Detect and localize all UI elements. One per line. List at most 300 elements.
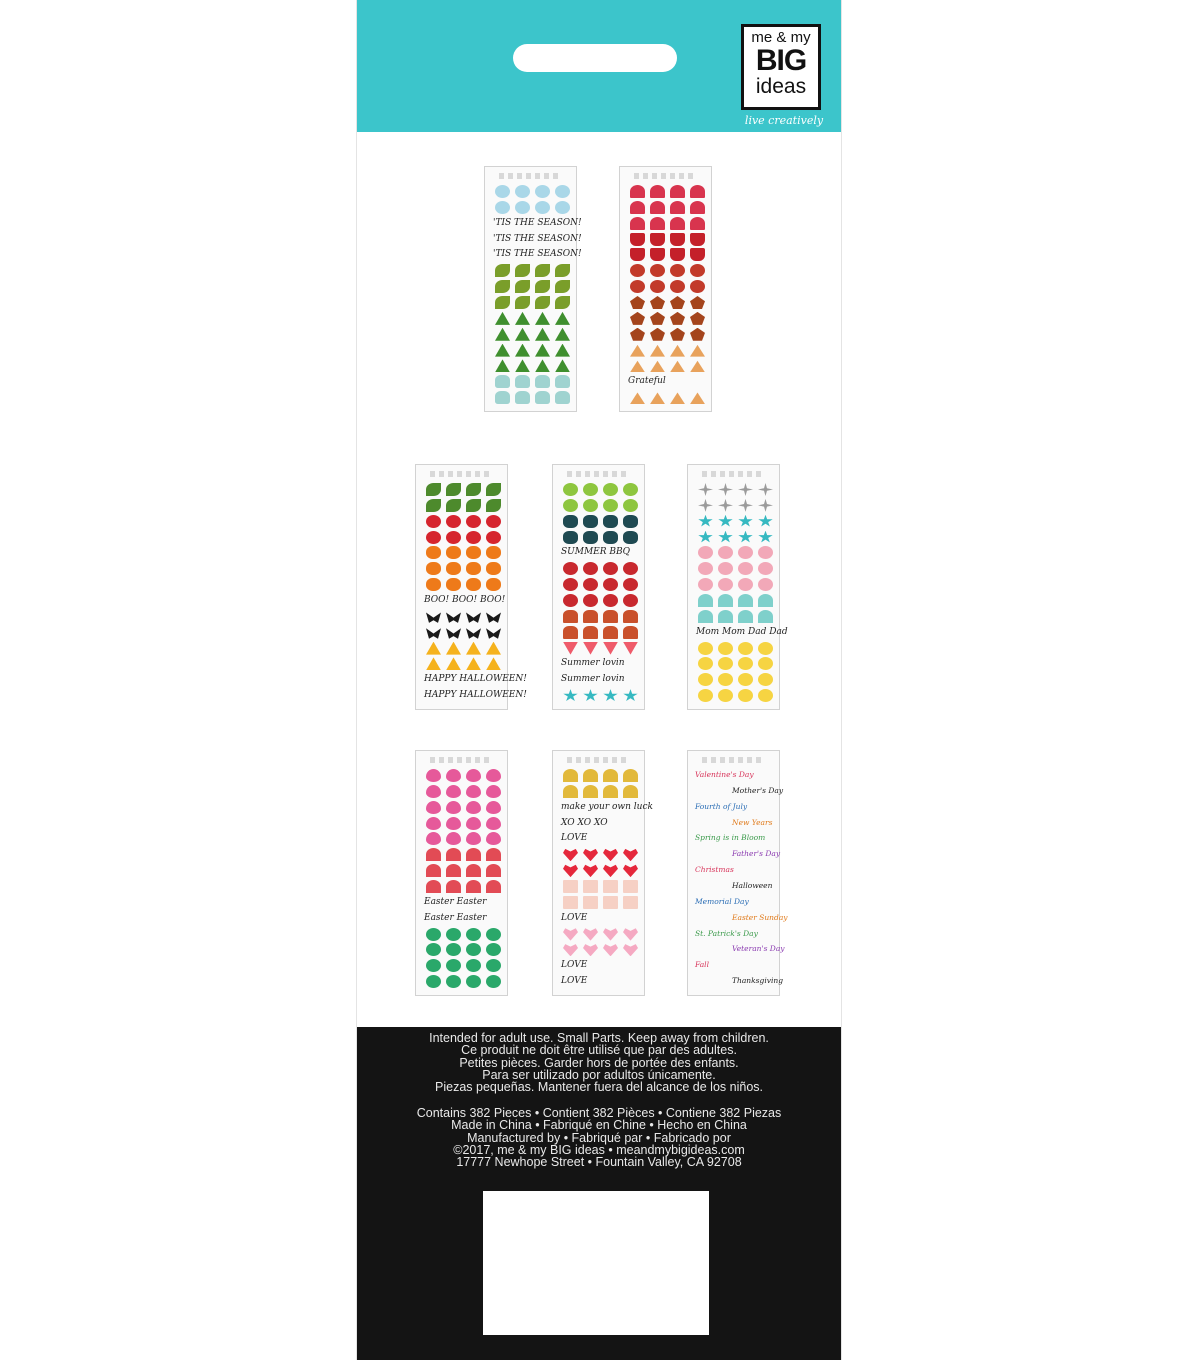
sticker-text: HAPPY HALLOWEEN! [424,674,527,685]
leaf-sticker [630,328,645,341]
flower-sticker [718,562,733,575]
grill-sticker [603,578,618,591]
grill-sticker [563,578,578,591]
sticker-title-text: New Years [732,817,773,827]
candy-sticker [446,642,461,655]
sparkle-sticker [718,483,733,496]
leaves-sticker [466,499,481,512]
sticker-grid [422,482,527,704]
heart-sticker [603,848,618,861]
chick-sticker [758,689,773,702]
tree-sticker [495,344,510,357]
sheet-tabs [430,757,493,763]
pie-sticker [630,391,645,404]
leaf-sticker [670,296,685,309]
tree-sticker [555,359,570,372]
chick-sticker [718,673,733,686]
sticker-title-text: Thanksgiving [732,976,783,986]
bat-sticker [486,626,501,639]
egg-sticker [426,832,441,845]
sticker-text: LOVE [561,912,588,923]
leaves-sticker [446,483,461,496]
hat-sticker [630,201,645,214]
tree-sticker [535,312,550,325]
sticker-grid [559,768,653,990]
mug-sticker [650,233,665,246]
bat-sticker [466,626,481,639]
sticker-text: make your own luck [561,801,653,812]
mitten-sticker [555,391,570,404]
info-line: Made in China • Fabriqué en Chine • Hecho en China [451,1118,747,1133]
sticker-text: LOVE [561,960,588,971]
chick-sticker [698,673,713,686]
sticker-text: LOVE [561,976,588,987]
pumpkin-sticker [446,562,461,575]
apple-sticker [446,515,461,528]
mug-sticker [630,248,645,261]
sunglasses-sticker [563,515,578,528]
blank-label-area [483,1191,709,1335]
sticker-text: Easter Easter [424,896,487,907]
pie-sticker [630,359,645,372]
tree-sticker [555,328,570,341]
chick-sticker [758,673,773,686]
star-sticker [698,515,713,528]
flower-sticker [698,562,713,575]
mitten-sticker [535,375,550,388]
bat-sticker [446,610,461,623]
egg-sticker [446,769,461,782]
pumpkin-sticker [466,546,481,559]
snowflake-sticker [495,201,510,214]
hat-sticker [650,185,665,198]
snowflake-sticker [495,185,510,198]
flower-sticker [758,578,773,591]
egg-sticker [426,785,441,798]
cane-sticker [426,864,441,877]
tree-sticker [515,312,530,325]
tree-sticker [555,312,570,325]
candy-sticker [426,657,441,670]
star-sticker [758,515,773,528]
pie-sticker [690,391,705,404]
tree-sticker [515,344,530,357]
pie-sticker [670,344,685,357]
sheet-tabs [702,471,765,477]
chick-sticker [758,657,773,670]
mug-sticker [670,248,685,261]
sticker-text: 'TIS THE SEASON! [493,249,582,260]
hat-sticker [630,217,645,230]
flower-sticker [758,562,773,575]
logo-bottom-text: ideas [755,75,807,98]
holly-sticker [555,296,570,309]
holly-sticker [515,280,530,293]
sparkle-sticker [698,483,713,496]
sheet-tabs [430,471,493,477]
popsicle-sticker [563,610,578,623]
sparkle-sticker [738,483,753,496]
info-line: Manufactured by • Fabriqué par • Fabricado por [467,1130,731,1145]
egg-sticker [466,785,481,798]
clover-sticker [486,959,501,972]
tree-sticker [535,328,550,341]
chick-sticker [758,642,773,655]
sticker-title-text: Spring is in Bloom [695,833,766,843]
sticker-title-text: Memorial Day [695,896,749,906]
heart-sticker [563,848,578,861]
star-sticker [718,515,733,528]
pie-sticker [650,344,665,357]
umbrella-sticker [698,594,713,607]
sheet-tabs [634,173,697,179]
mitten-sticker [555,375,570,388]
popsicle-sticker [623,610,638,623]
egg-sticker [446,801,461,814]
turkey-sticker [670,264,685,277]
sticker-grid [559,482,640,704]
candy-sticker [486,642,501,655]
cane-sticker [466,864,481,877]
greenapple-sticker [563,483,578,496]
clover-sticker [466,975,481,988]
sticker-text: Mom Mom Dad Dad [696,626,788,637]
sticker-text: 'TIS THE SEASON! [493,217,582,228]
pumpkin-sticker [426,562,441,575]
hat-sticker [690,217,705,230]
egg-sticker [466,817,481,830]
hang-hole [513,44,677,72]
envelope-sticker [583,880,598,893]
apple-sticker [466,531,481,544]
pumpkin-sticker [446,546,461,559]
pumpkin-sticker [426,546,441,559]
apple-sticker [466,515,481,528]
package-header [357,0,841,132]
popsicle-sticker [583,610,598,623]
envelope-sticker [563,880,578,893]
pumpkin-sticker [486,546,501,559]
info-line: ©2017, me & my BIG ideas • meandmybigideas.com [453,1142,745,1157]
umbrella-sticker [738,594,753,607]
bat-sticker [486,610,501,623]
umbrella-sticker [718,594,733,607]
sticker-text: 'TIS THE SEASON! [493,233,582,244]
horseshoe-sticker [603,785,618,798]
umbrella-sticker [758,610,773,623]
info-line: 17777 Newhope Street • Fountain Valley, CA 92708 [456,1155,742,1170]
star-sticker [603,689,618,702]
leaves-sticker [466,483,481,496]
mug-sticker [690,248,705,261]
sticker-grid [422,768,503,990]
tree-sticker [535,344,550,357]
sticker-sheet-halloween [415,464,527,710]
clover-sticker [446,959,461,972]
pie-sticker [690,359,705,372]
egg-sticker [466,801,481,814]
tree-sticker [515,328,530,341]
horseshoe-sticker [623,769,638,782]
snowflake-sticker [515,185,530,198]
sticker-title-text: Father's Day [732,849,781,859]
pie-sticker [670,359,685,372]
holly-sticker [535,296,550,309]
leaf-sticker [690,328,705,341]
sticker-text: Summer lovin [561,658,625,669]
sticker-text: Easter Easter [424,912,487,923]
brand-logo [741,24,821,110]
sticker-text: Summer lovin [561,674,625,685]
clover-sticker [466,959,481,972]
umbrella-sticker [738,610,753,623]
logo-big-text: BIG [755,44,807,77]
sticker-title-text: St. Patrick's Day [695,928,758,938]
flower-sticker [718,578,733,591]
mug-sticker [690,233,705,246]
sticker-sheet-summer [552,464,645,710]
sticker-title-text: Veteran's Day [732,944,785,954]
pinkheart-sticker [583,943,598,956]
bat-sticker [426,626,441,639]
flower-sticker [738,578,753,591]
hat-sticker [690,201,705,214]
pumpkin-sticker [446,578,461,591]
popsicle-sticker [563,626,578,639]
egg-sticker [466,832,481,845]
greenapple-sticker [603,499,618,512]
mitten-sticker [495,375,510,388]
holly-sticker [495,296,510,309]
leaf-sticker [650,312,665,325]
greenapple-sticker [603,483,618,496]
sticker-text: LOVE [561,833,588,844]
bat-sticker [446,626,461,639]
egg-sticker [446,817,461,830]
pumpkin-sticker [426,578,441,591]
clover-sticker [446,928,461,941]
pie-sticker [650,391,665,404]
flower-sticker [758,546,773,559]
sticker-grid [694,768,788,990]
heart-sticker [603,864,618,877]
warning-panel [357,1027,841,1360]
cane-sticker [466,848,481,861]
greenapple-sticker [583,499,598,512]
sparkle-sticker [758,499,773,512]
apple-sticker [486,531,501,544]
sticker-text: XO XO XO [561,817,608,828]
grill-sticker [623,594,638,607]
chick-sticker [698,642,713,655]
egg-sticker [446,832,461,845]
flower-sticker [698,578,713,591]
sunglasses-sticker [603,531,618,544]
clover-sticker [426,975,441,988]
snowflake-sticker [555,185,570,198]
clover-sticker [486,975,501,988]
hat-sticker [690,185,705,198]
grill-sticker [603,594,618,607]
sparkle-sticker [758,483,773,496]
popsicle-sticker [583,626,598,639]
snowflake-sticker [515,201,530,214]
sunglasses-sticker [623,531,638,544]
pinkheart-sticker [623,928,638,941]
grill-sticker [623,578,638,591]
sunglasses-sticker [623,515,638,528]
turkey-sticker [670,280,685,293]
grill-sticker [583,594,598,607]
popsicle-sticker [603,626,618,639]
star-sticker [738,531,753,544]
turkey-sticker [690,280,705,293]
leaves-sticker [446,499,461,512]
clover-sticker [486,943,501,956]
grill-sticker [583,562,598,575]
apple-sticker [486,515,501,528]
greenapple-sticker [563,499,578,512]
sticker-sheet-winter [484,166,582,412]
grill-sticker [583,578,598,591]
flower-sticker [738,546,753,559]
holly-sticker [535,264,550,277]
holly-sticker [495,264,510,277]
egg-sticker [486,832,501,845]
leaves-sticker [486,483,501,496]
star-sticker [758,531,773,544]
clover-sticker [466,943,481,956]
watermelon-sticker [563,642,578,655]
chick-sticker [718,689,733,702]
horseshoe-sticker [563,785,578,798]
umbrella-sticker [758,594,773,607]
chick-sticker [718,657,733,670]
leaf-sticker [630,296,645,309]
egg-sticker [486,785,501,798]
egg-sticker [426,769,441,782]
grill-sticker [563,594,578,607]
horseshoe-sticker [563,769,578,782]
turkey-sticker [690,264,705,277]
turkey-sticker [630,264,645,277]
chick-sticker [738,642,753,655]
leaf-sticker [650,296,665,309]
sticker-sheet-holiday-titles [687,750,788,996]
chick-sticker [718,642,733,655]
hat-sticker [670,185,685,198]
hat-sticker [630,185,645,198]
horseshoe-sticker [603,769,618,782]
holly-sticker [555,280,570,293]
sticker-sheet-love-luck [552,750,653,996]
sparkle-sticker [738,499,753,512]
holly-sticker [515,264,530,277]
grill-sticker [563,562,578,575]
cane-sticker [446,848,461,861]
sticker-text: SUMMER BBQ [561,547,630,558]
pumpkin-sticker [466,578,481,591]
sticker-sheet-easter [415,750,508,996]
safety-warnings [357,1032,841,1093]
logo-top-text: me & my [751,29,811,46]
clover-sticker [426,959,441,972]
hat-sticker [650,217,665,230]
sticker-title-text: Halloween [732,881,773,890]
mitten-sticker [515,375,530,388]
warning-line: Petites pièces. Garder hors de portée des enfants. [459,1055,739,1070]
chick-sticker [698,657,713,670]
clover-sticker [446,943,461,956]
hat-sticker [650,201,665,214]
egg-sticker [486,801,501,814]
heart-sticker [583,848,598,861]
pinkheart-sticker [563,928,578,941]
popsicle-sticker [623,626,638,639]
chick-sticker [738,657,753,670]
candy-sticker [446,657,461,670]
leaf-sticker [630,312,645,325]
sunglasses-sticker [563,531,578,544]
apple-sticker [446,531,461,544]
flower-sticker [698,546,713,559]
bat-sticker [426,610,441,623]
leaf-sticker [690,296,705,309]
bat-sticker [466,610,481,623]
star-sticker [738,515,753,528]
pie-sticker [630,344,645,357]
tree-sticker [495,312,510,325]
popsicle-sticker [603,610,618,623]
sparkle-sticker [698,499,713,512]
flower-sticker [738,562,753,575]
leaf-sticker [670,312,685,325]
horseshoe-sticker [583,785,598,798]
greenapple-sticker [623,499,638,512]
heart-sticker [563,864,578,877]
pinkheart-sticker [603,943,618,956]
pumpkin-sticker [466,562,481,575]
watermelon-sticker [583,642,598,655]
egg-sticker [426,817,441,830]
egg-sticker [466,769,481,782]
pumpkin-sticker [486,562,501,575]
sticker-grid [694,482,788,704]
cane-sticker [446,864,461,877]
hat-sticker [670,217,685,230]
horseshoe-sticker [583,769,598,782]
sticker-grid [491,184,582,406]
watermelon-sticker [603,642,618,655]
hat-sticker [670,201,685,214]
mitten-sticker [495,391,510,404]
mug-sticker [630,233,645,246]
cane-sticker [486,848,501,861]
egg-sticker [446,785,461,798]
sticker-title-text: Christmas [695,865,734,875]
star-sticker [623,689,638,702]
egg-sticker [486,769,501,782]
pinkheart-sticker [583,928,598,941]
cane-sticker [426,848,441,861]
sticker-title-text: Valentine's Day [695,770,754,779]
mitten-sticker [515,391,530,404]
holly-sticker [555,264,570,277]
pinkheart-sticker [623,943,638,956]
apple-sticker [426,531,441,544]
warning-line: Piezas pequeñas. Mantener fuera del alcance de los niños. [435,1080,763,1095]
chick-sticker [738,673,753,686]
